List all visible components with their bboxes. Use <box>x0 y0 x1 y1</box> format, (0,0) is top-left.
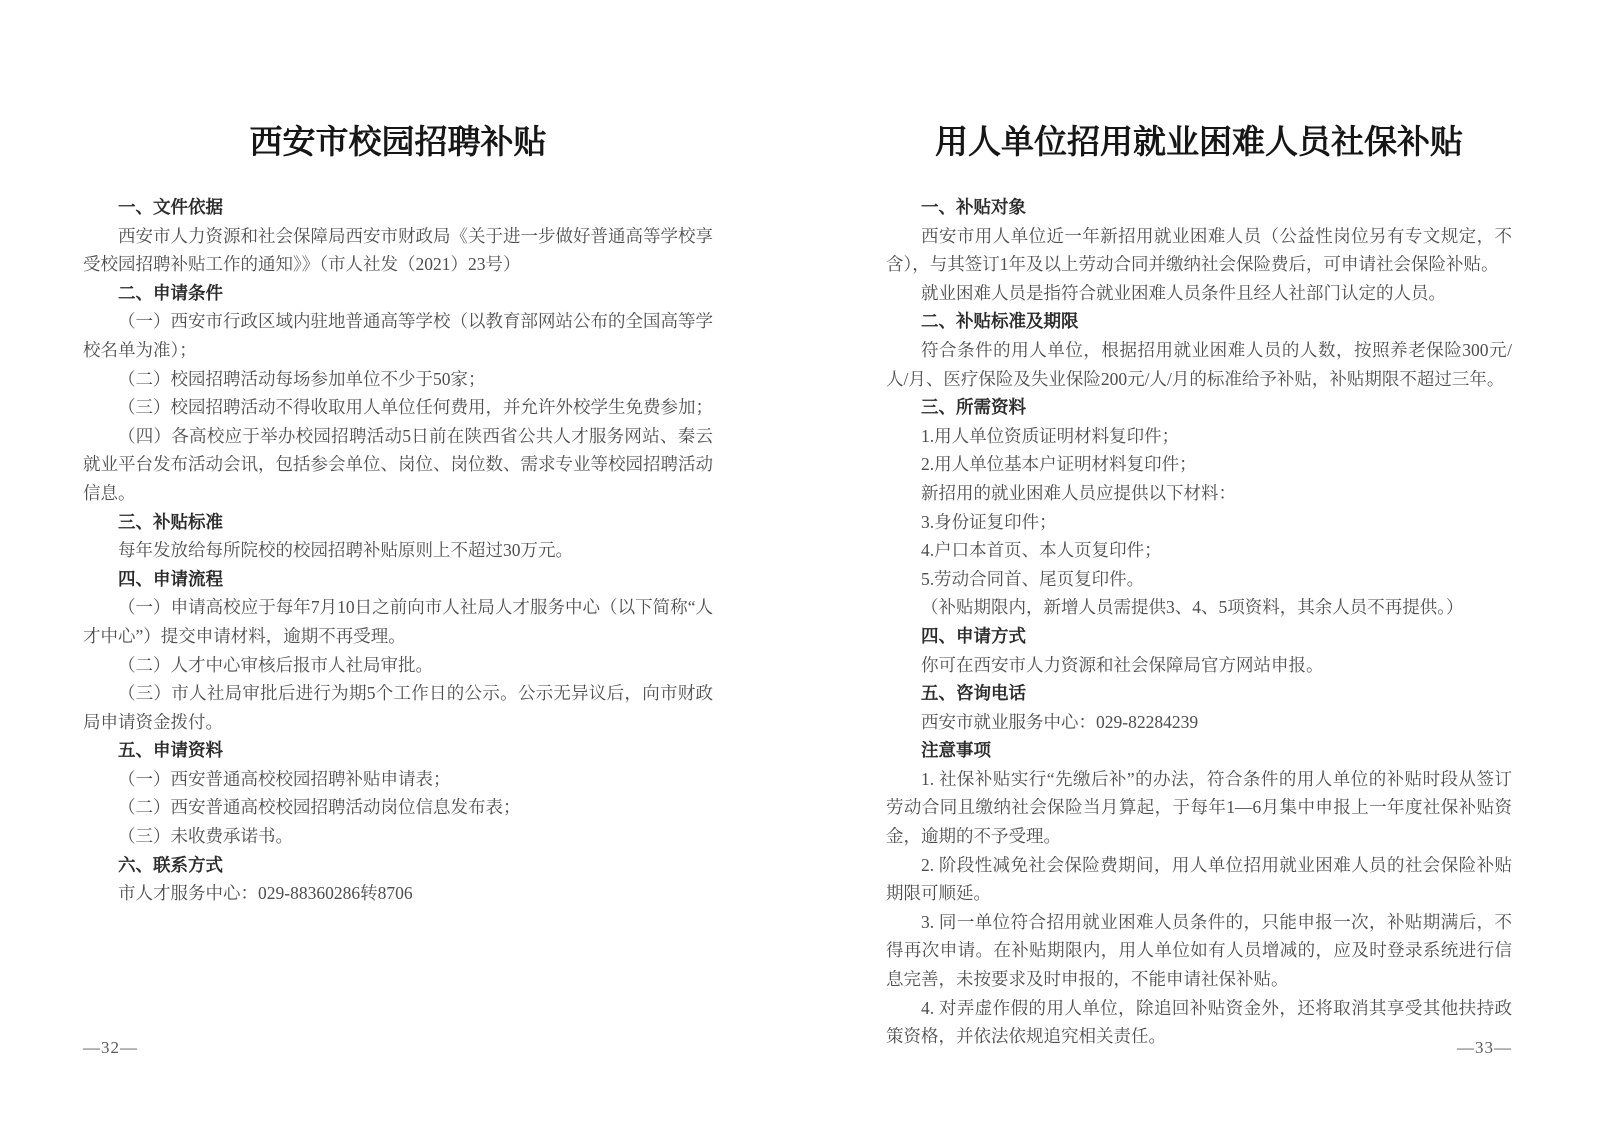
section-heading: 五、申请资料 <box>118 740 223 761</box>
paragraph: 西安市人力资源和社会保障局西安市财政局《关于进一步做好普通高等学校享受校园招聘补贴工作的通知》》（市人社发（2021）23号） <box>83 225 713 275</box>
section-heading: 注意事项 <box>921 740 991 761</box>
page-title: 西安市校园招聘补贴 <box>249 125 547 161</box>
paragraph: （三）未收费承诺书。 <box>118 826 293 847</box>
page-number: —33— <box>1457 1038 1512 1057</box>
paragraph: 西安市用人单位近一年新招用就业困难人员（公益性岗位另有专文规定，不含），与其签订1年及以上劳动合同并缴纳社会保险费后，可申请社会保险补贴。 <box>886 225 1512 275</box>
paragraph: 符合条件的用人单位，根据招用就业困难人员的人数，按照养老保险300元/人/月、医疗保险及失业保险200元/人/月的标准给予补贴，补贴期限不超过三年。 <box>886 339 1512 389</box>
paragraph: 3.身份证复印件； <box>921 511 1057 532</box>
paragraph: 你可在西安市人力资源和社会保障局官方网站申报。 <box>921 654 1324 675</box>
page-left <box>83 0 713 1142</box>
page-content <box>886 193 1512 1051</box>
paragraph: （补贴期限内，新增人员需提供3、4、5项资料，其余人员不再提供。） <box>921 597 1464 618</box>
paragraph: 1. 社保补贴实行“先缴后补”的办法，符合条件的用人单位的补贴时段从签订劳动合同且缴纳社会保险当月算起，于每年1—6月集中申报上一年度社保补贴资金，逾期的不予受理。 <box>886 768 1512 847</box>
paragraph: （一）申请高校应于每年7月10日之前向市人社局人才服务中心（以下简称“人才中心”）提交申请材料，逾期不再受理。 <box>83 597 713 646</box>
section-heading: 四、申请方式 <box>921 625 1026 646</box>
paragraph: 4.户口本首页、本人页复印件； <box>921 540 1162 561</box>
paragraph: 市人才服务中心：029-88360286转8706 <box>118 883 413 904</box>
paragraph: （一）西安市行政区域内驻地普通高等学校（以教育部网站公布的全国高等学校名单为准）； <box>83 311 713 360</box>
paragraph: 5.劳动合同首、尾页复印件。 <box>921 568 1145 589</box>
paragraph: （四）各高校应于举办校园招聘活动5日前在陕西省公共人才服务网站、秦云就业平台发布活动会讯，包括参会单位、岗位、岗位数、需求专业等校园招聘活动信息。 <box>83 425 713 503</box>
page-number: —32— <box>83 1038 138 1057</box>
paragraph: 3. 同一单位符合招用就业困难人员条件的，只能申报一次，补贴期满后，不得再次申请。在补贴期限内，用人单位如有人员增减的，应及时登录系统进行信息完善，未按要求及时申报的，不能申请社保补贴。 <box>886 911 1512 990</box>
paragraph: 西安市就业服务中心：029-82284239 <box>921 711 1199 732</box>
section-heading: 二、申请条件 <box>118 282 223 303</box>
paragraph: 每年发放给每所院校的校园招聘补贴原则上不超过30万元。 <box>118 540 573 561</box>
page-title: 用人单位招用就业困难人员社保补贴 <box>935 125 1463 161</box>
section-heading: 四、申请流程 <box>118 568 223 589</box>
page-content <box>83 193 713 908</box>
paragraph: 2. 阶段性减免社会保险费期间，用人单位招用就业困难人员的社会保险补贴期限可顺延。 <box>886 854 1512 904</box>
section-heading: 一、文件依据 <box>118 197 223 217</box>
paragraph: 4. 对弄虚作假的用人单位，除追回补贴资金外，还将取消其享受其他扶持政策资格，并依法依规追究相关责任。 <box>886 997 1512 1047</box>
paragraph: 1.用人单位资质证明材料复印件； <box>921 425 1180 446</box>
section-heading: 五、咨询电话 <box>921 683 1026 704</box>
section-heading: 二、补贴标准及期限 <box>921 311 1079 332</box>
paragraph: （三）市人社局审批后进行为期5个工作日的公示。公示无异议后，向市财政局申请资金拨付。 <box>83 683 713 732</box>
paragraph: （二）人才中心审核后报市人社局审批。 <box>118 654 433 675</box>
paragraph: 新招用的就业困难人员应提供以下材料： <box>921 482 1236 503</box>
section-heading: 六、联系方式 <box>118 854 223 875</box>
section-heading: 三、所需资料 <box>921 397 1026 418</box>
paragraph: （一）西安普通高校校园招聘补贴申请表； <box>118 768 451 789</box>
paragraph: （三）校园招聘活动不得收取用人单位任何费用，并允许外校学生免费参加； <box>118 397 713 418</box>
paragraph: （二）校园招聘活动每场参加单位不少于50家； <box>118 368 486 389</box>
paragraph: 2.用人单位基本户证明材料复印件； <box>921 454 1197 475</box>
section-heading: 三、补贴标准 <box>118 511 223 532</box>
paragraph: 就业困难人员是指符合就业困难人员条件且经人社部门认定的人员。 <box>921 282 1446 303</box>
page-right <box>886 0 1512 1142</box>
section-heading: 一、补贴对象 <box>921 197 1026 217</box>
paragraph: （二）西安普通高校校园招聘活动岗位信息发布表； <box>118 797 521 818</box>
